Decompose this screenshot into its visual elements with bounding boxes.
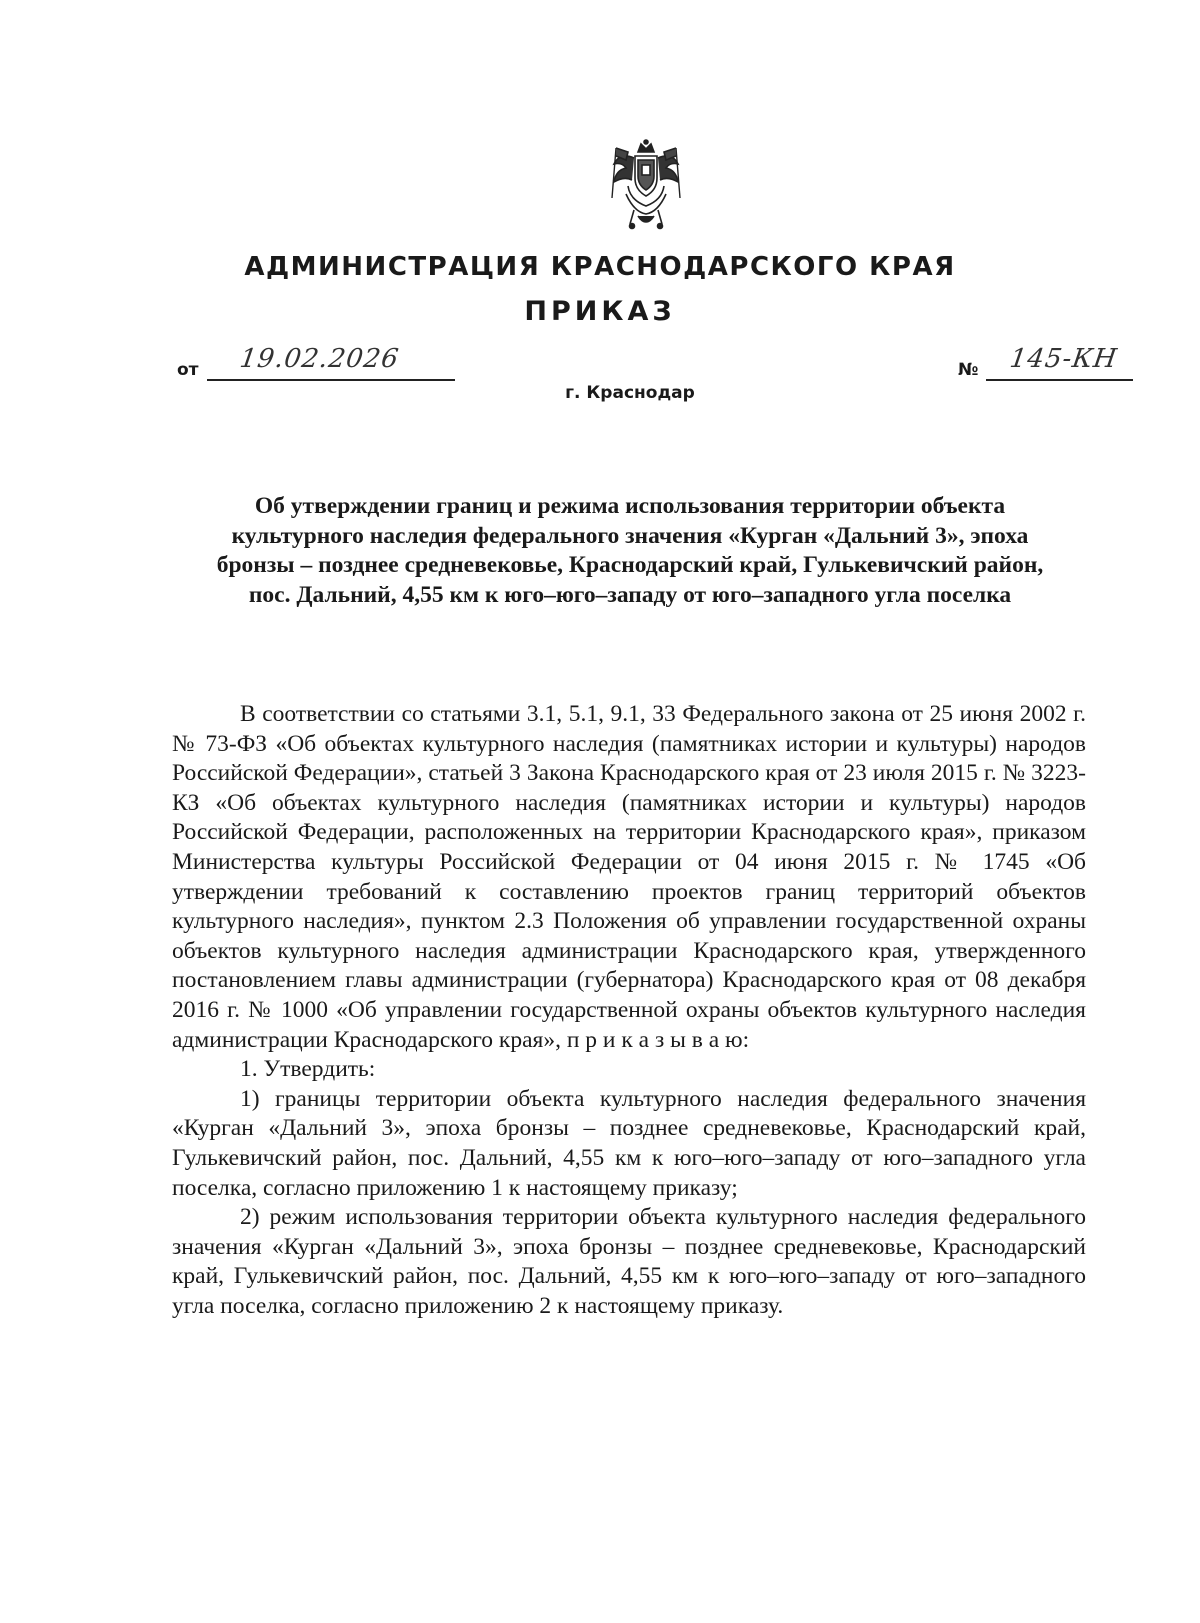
preamble-text: В соответствии со статьями 3.1, 5.1, 9.1, 33 Федерального закона от 25 июня 2002 г. № 73-ФЗ «Об объектах культурного наследия (памятниках истории и культуры) народов Российской Федерации», статьей 3 Закона Краснодарского края от 23 июля 2015 г. № 3223-КЗ «Об объектах культурного наследия (памятниках истории и культуры) народов Российской Федерации, расположенных на территории Краснодарского края», приказом Министерства культуры Российской Федерации от 04 июня 2015 г. № 1745 «Об утверждении требований к составлению проектов границ территорий объектов культурного наследия», пунктом 2.3 Положения об управлении государственной охраны объектов культурного наследия администрации Краснодарского края, утвержденного постановлением главы администрации (губернатора) Краснодарского края от 08 декабря 2016 г. № 1000 «Об управлении государственной охраны объектов культурного наследия администрации Краснодарского края», bbox=[172, 701, 1086, 1053]
document-body bbox=[172, 700, 1086, 1321]
number-label: № bbox=[958, 360, 979, 380]
agency-name: АДМИНИСТРАЦИЯ КРАСНОДАРСКОГО КРАЯ bbox=[244, 252, 956, 282]
item-1: 1. Утвердить: bbox=[240, 1056, 376, 1083]
coat-of-arms-icon bbox=[608, 138, 684, 230]
subitem-1: 1) границы территории объекта культурного наследия федерального значения «Курган «Дальний 3», эпоха бронзы – позднее средневековье, Краснодарский край, Гулькевичский район, пос. Дальний, 4,55 км к юго–юго–западу от юго–западного угла поселка, согласно приложению 1 к настоящему приказу; bbox=[172, 1085, 1086, 1201]
document-type: ПРИКАЗ bbox=[524, 296, 676, 327]
date-value: 19.02.2026 bbox=[237, 344, 401, 374]
subitem-2: 2) режим использования территории объекта культурного наследия федерального значения «Курган «Дальний 3», эпоха бронзы – позднее средневековье, Краснодарский край, Гулькевичский район, пос. Дальний, 4,55 км к юго–юго–западу от юго–западного угла поселка, согласно приложению 2 к настоящему приказу. bbox=[172, 1204, 1086, 1319]
preamble-paragraph bbox=[172, 700, 1086, 1055]
city: г. Краснодар bbox=[565, 383, 695, 403]
order-word: п р и к а з ы в а ю: bbox=[566, 1026, 750, 1053]
date-label: от bbox=[177, 360, 199, 380]
document-title: Об утверждении границ и режима использования территории объекта культурного наследия федерального значения «Курган «Дальний 3», эпоха бронзы – позднее средневековье, Краснодарский край, Гулькевичский район, пос. Дальний, 4,55 км к юго–юго–западу от юго–западного угла поселка bbox=[216, 493, 1044, 608]
number-value: 145-КН bbox=[1007, 344, 1120, 374]
